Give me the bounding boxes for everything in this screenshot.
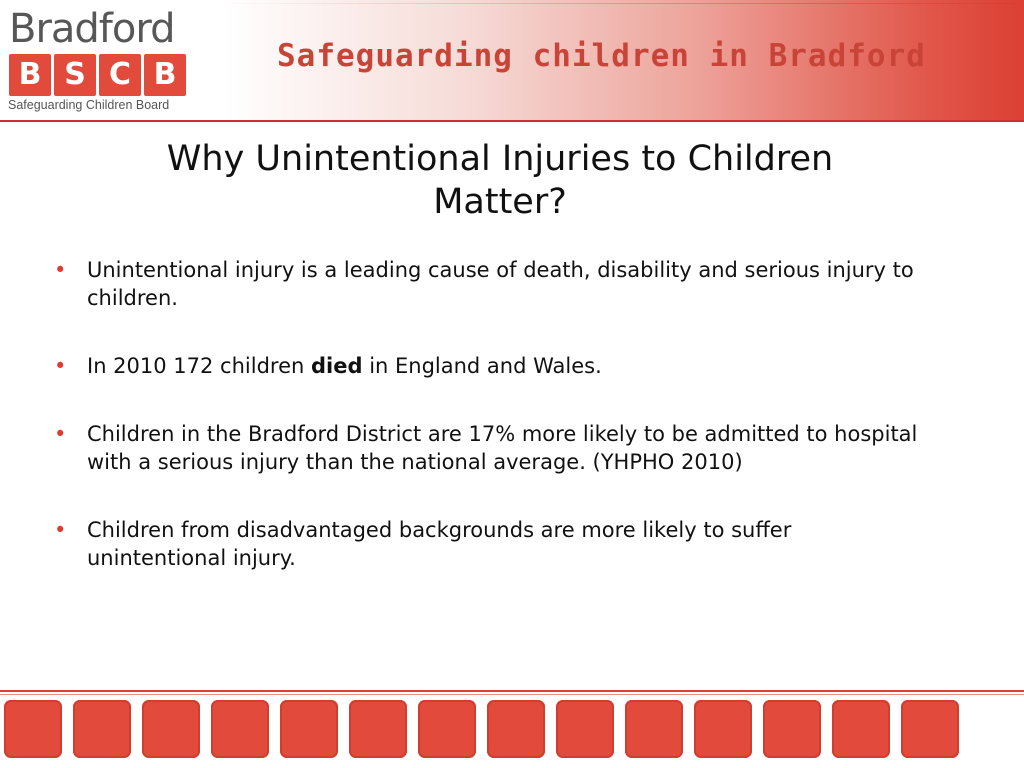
logo-letter-boxes [9, 54, 186, 96]
footer-tile-strip [4, 700, 959, 758]
banner-title: Safeguarding children in Bradford [277, 38, 926, 74]
footer-tile [418, 700, 476, 758]
footer-tile [556, 700, 614, 758]
logo-wordmark: Bradford [9, 6, 175, 52]
bullet-text: Unintentional injury is a leading cause of death, disability and serious injury to children. [87, 258, 914, 310]
bullet-item [50, 352, 930, 380]
footer-rule-thin [0, 694, 1024, 695]
footer-rule [0, 690, 1024, 692]
footer-tile [901, 700, 959, 758]
bullet-emphasis: died [311, 354, 363, 378]
slide-title [60, 138, 940, 224]
footer-tile [694, 700, 752, 758]
logo-letter-b2: B [144, 54, 186, 96]
bullet-item [50, 256, 930, 312]
bullet-text: in England and Wales. [362, 354, 602, 378]
logo-subtitle: Safeguarding Children Board [8, 98, 170, 112]
footer-tile [280, 700, 338, 758]
bullet-item [50, 420, 930, 476]
footer-tile [73, 700, 131, 758]
footer-tile [349, 700, 407, 758]
bullet-dot-icon: • [54, 518, 67, 542]
bullet-text: Children from disadvantaged backgrounds are more likely to suffer unintentional injury. [87, 518, 792, 570]
logo-letter-c: C [99, 54, 141, 96]
bullet-list [50, 256, 930, 612]
footer-tile [487, 700, 545, 758]
logo-letter-b1: B [9, 54, 51, 96]
bullet-dot-icon: • [54, 258, 67, 282]
footer-tile [211, 700, 269, 758]
bullet-dot-icon: • [54, 354, 67, 378]
bullet-text: In 2010 172 children [87, 354, 311, 378]
header-banner [0, 0, 1024, 122]
footer-tile [4, 700, 62, 758]
header-rule [0, 3, 1024, 4]
bullet-dot-icon: • [54, 422, 67, 446]
bscb-logo [6, 6, 192, 114]
footer-tile [142, 700, 200, 758]
slide-title-line-1: Why Unintentional Injuries to Children [166, 139, 834, 179]
bullet-item [50, 516, 930, 572]
slide-title-line-2: Matter? [433, 182, 567, 222]
bullet-text: Children in the Bradford District are 17% more likely to be admitted to hospital with a serious injury than the national average. (YHPHO 2010) [87, 422, 918, 474]
footer-tile [625, 700, 683, 758]
footer-tile [763, 700, 821, 758]
logo-letter-s: S [54, 54, 96, 96]
footer-tile [832, 700, 890, 758]
